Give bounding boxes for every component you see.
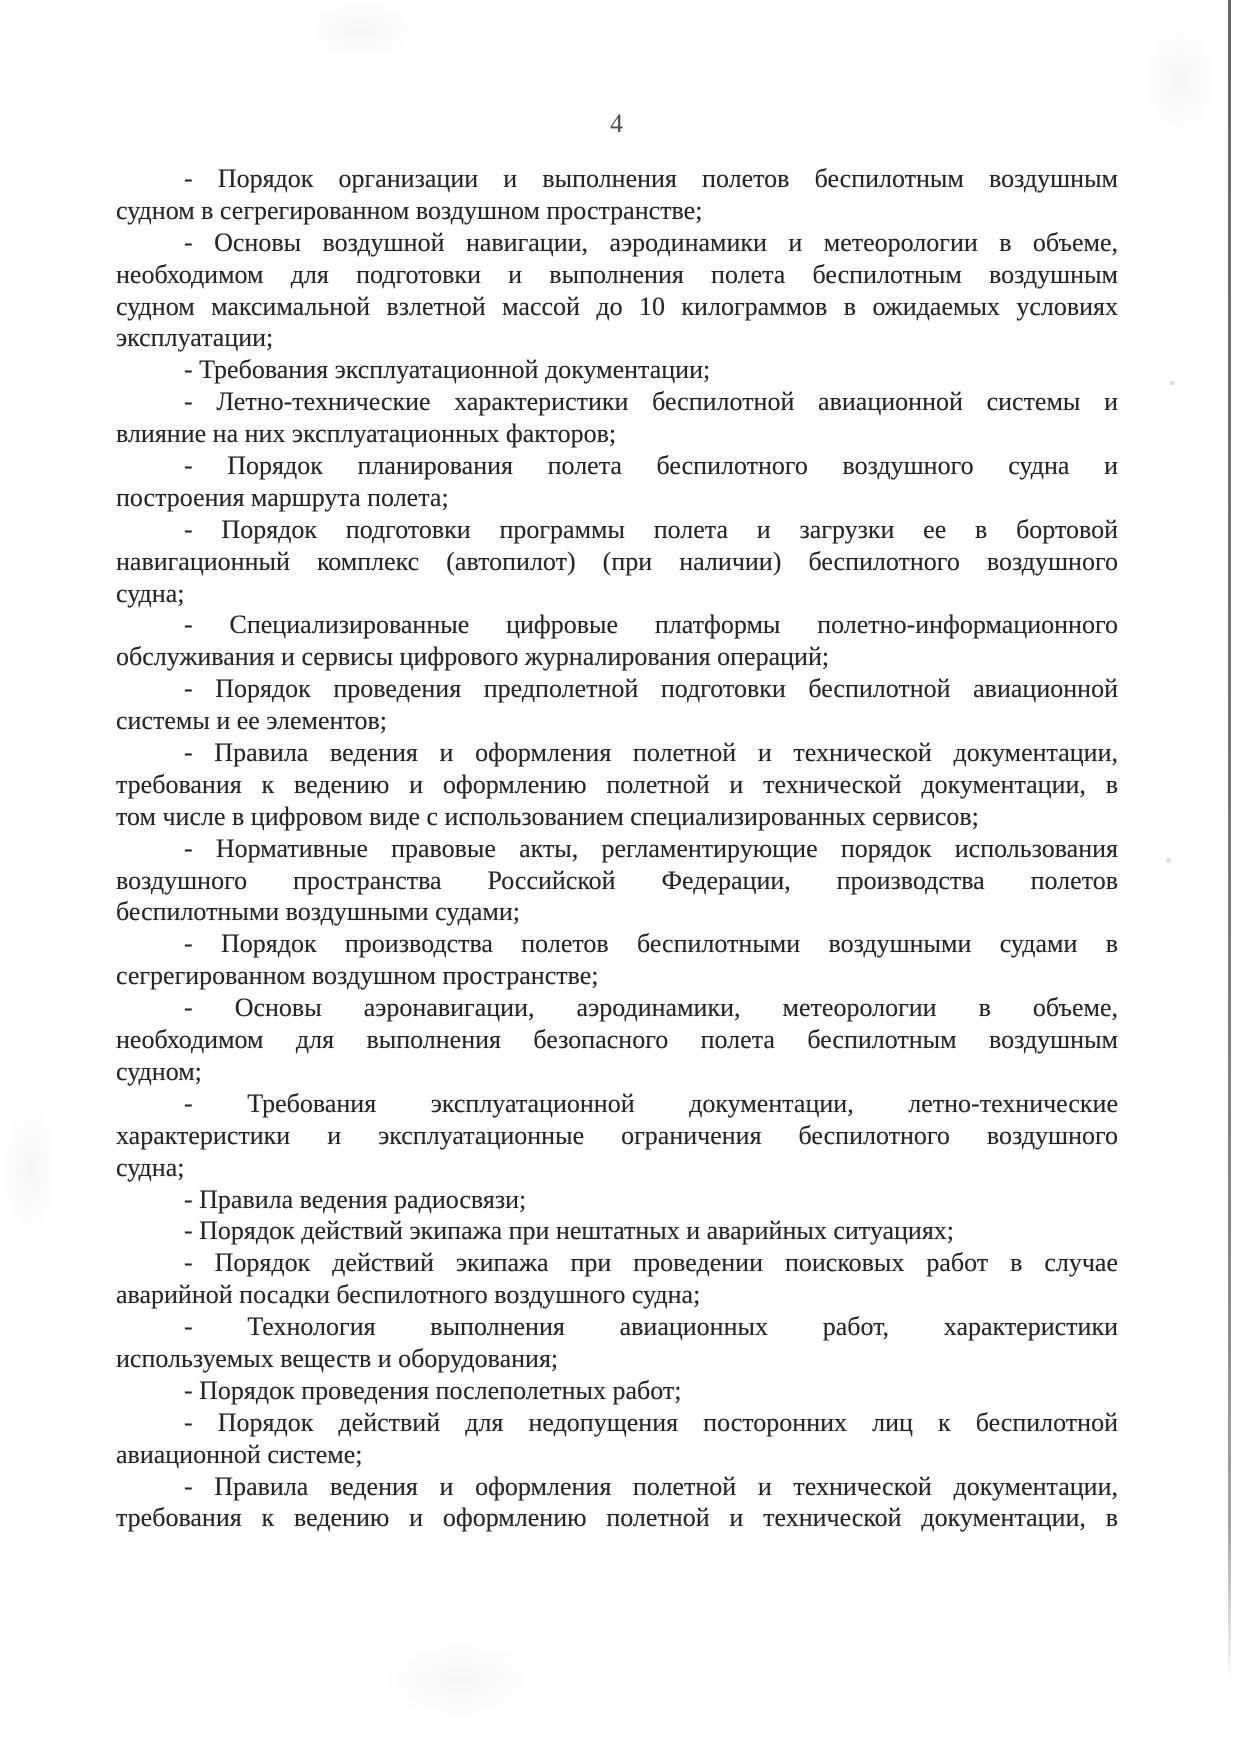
paragraph [116, 928, 1118, 992]
scan-speck [1166, 858, 1171, 863]
text-line: - Порядок производства полетов беспилотными воздушными судами в [184, 929, 1118, 959]
paragraph [116, 737, 1118, 833]
text-line: беспилотными воздушными судами; [116, 897, 521, 927]
text-line: необходимом для выполнения безопасного полета беспилотным воздушным [116, 1025, 1118, 1055]
scan-speck [1170, 381, 1175, 385]
text-line: судном; [116, 1056, 202, 1086]
text-line: судном максимальной взлетной массой до 10 килограммов в ожидаемых условиях [116, 291, 1118, 321]
text-line: - Требования эксплуатационной документации, летно-технические [184, 1088, 1118, 1118]
paragraph [116, 1407, 1118, 1471]
paragraph [116, 450, 1118, 514]
paragraph [116, 1375, 1118, 1407]
text-line: судна; [116, 578, 185, 608]
scan-edge-line-artifact [1228, 0, 1231, 1700]
text-line: - Основы воздушной навигации, аэродинамики и метеорологии в объеме, [184, 227, 1118, 257]
text-line: авиационной системе; [116, 1439, 363, 1469]
text-line: - Порядок организации и выполнения полетов беспилотным воздушным [184, 164, 1118, 193]
text-line: - Специализированные цифровые платформы полетно-информационного [184, 610, 1118, 640]
text-line: воздушного пространства Российской Федерации, производства полетов [116, 865, 1118, 895]
text-line: - Требования эксплуатационной документации; [184, 355, 711, 385]
text-line: навигационный комплекс (автопилот) (при наличии) беспилотного воздушного [116, 546, 1118, 576]
scan-speck [1055, 756, 1059, 760]
text-line: построения маршрута полета; [116, 482, 449, 512]
text-line: - Порядок планирования полета беспилотного воздушного судна и [184, 451, 1118, 481]
paragraph [116, 354, 1118, 386]
text-line: используемых веществ и оборудования; [116, 1343, 559, 1373]
text-line: эксплуатации; [116, 323, 274, 353]
text-line: требования к ведению и оформлению полетной и технической документации, в [116, 1503, 1118, 1533]
text-line: аварийной посадки беспилотного воздушного судна; [116, 1280, 701, 1310]
text-line: - Летно-технические характеристики беспилотной авиационной системы и [184, 387, 1118, 417]
scan-smudge [0, 1100, 60, 1240]
paragraph [116, 833, 1118, 929]
paragraph [116, 386, 1118, 450]
paragraph [116, 992, 1118, 1088]
text-line: - Порядок действий экипажа при проведении поисковых работ в случае [184, 1248, 1118, 1278]
scan-smudge [300, 0, 420, 60]
text-line: - Технология выполнения авиационных работ, характеристики [184, 1312, 1118, 1342]
text-line: характеристики и эксплуатационные ограничения беспилотного воздушного [116, 1120, 1118, 1150]
paragraph [116, 163, 1118, 227]
text-line: - Правила ведения радиосвязи; [184, 1184, 527, 1214]
text-line: требования к ведению и оформлению полетной и технической документации, в [116, 769, 1118, 799]
text-line: том числе в цифровом виде с использованием специализированных сервисов; [116, 801, 979, 831]
text-line: - Правила ведения и оформления полетной и технической документации, [184, 738, 1118, 768]
paragraph [116, 609, 1118, 673]
text-line: - Основы аэронавигации, аэродинамики, метеорологии в объеме, [184, 993, 1118, 1023]
text-line: системы и ее элементов; [116, 706, 387, 736]
paragraph [116, 1088, 1118, 1184]
text-line: судна; [116, 1152, 185, 1182]
text-line: - Порядок подготовки программы полета и загрузки ее в бортовой [184, 514, 1118, 544]
text-line: - Порядок проведения послеполетных работ; [184, 1375, 682, 1405]
paragraph [116, 673, 1118, 737]
paragraph [116, 1471, 1118, 1535]
scan-smudge [1140, 20, 1220, 140]
paragraph [116, 1247, 1118, 1311]
paragraph [116, 1215, 1118, 1247]
text-line: - Правила ведения и оформления полетной и технической документации, [184, 1471, 1118, 1501]
paragraph [116, 1311, 1118, 1375]
text-line: сегрегированном воздушном пространстве; [116, 961, 599, 991]
paragraph [116, 514, 1118, 610]
text-line: необходимом для подготовки и выполнения полета беспилотным воздушным [116, 259, 1118, 289]
scan-smudge [380, 1640, 540, 1720]
text-line: - Нормативные правовые акты, регламентирующие порядок использования [184, 833, 1118, 863]
paragraph [116, 227, 1118, 355]
text-line: судном в сегрегированном воздушном пространстве; [116, 195, 703, 225]
text-line: обслуживания и сервисы цифрового журналирования операций; [116, 642, 830, 672]
text-line: - Порядок проведения предполетной подготовки беспилотной авиационной [184, 674, 1118, 704]
page-number: 4 [610, 109, 624, 138]
text-block [116, 163, 1118, 1534]
text-line: - Порядок действий для недопущения посторонних лиц к беспилотной [184, 1407, 1118, 1437]
text-line: влияние на них эксплуатационных факторов; [116, 419, 617, 449]
paragraph [116, 1184, 1118, 1216]
text-line: - Порядок действий экипажа при нештатных и аварийных ситуациях; [184, 1216, 955, 1246]
